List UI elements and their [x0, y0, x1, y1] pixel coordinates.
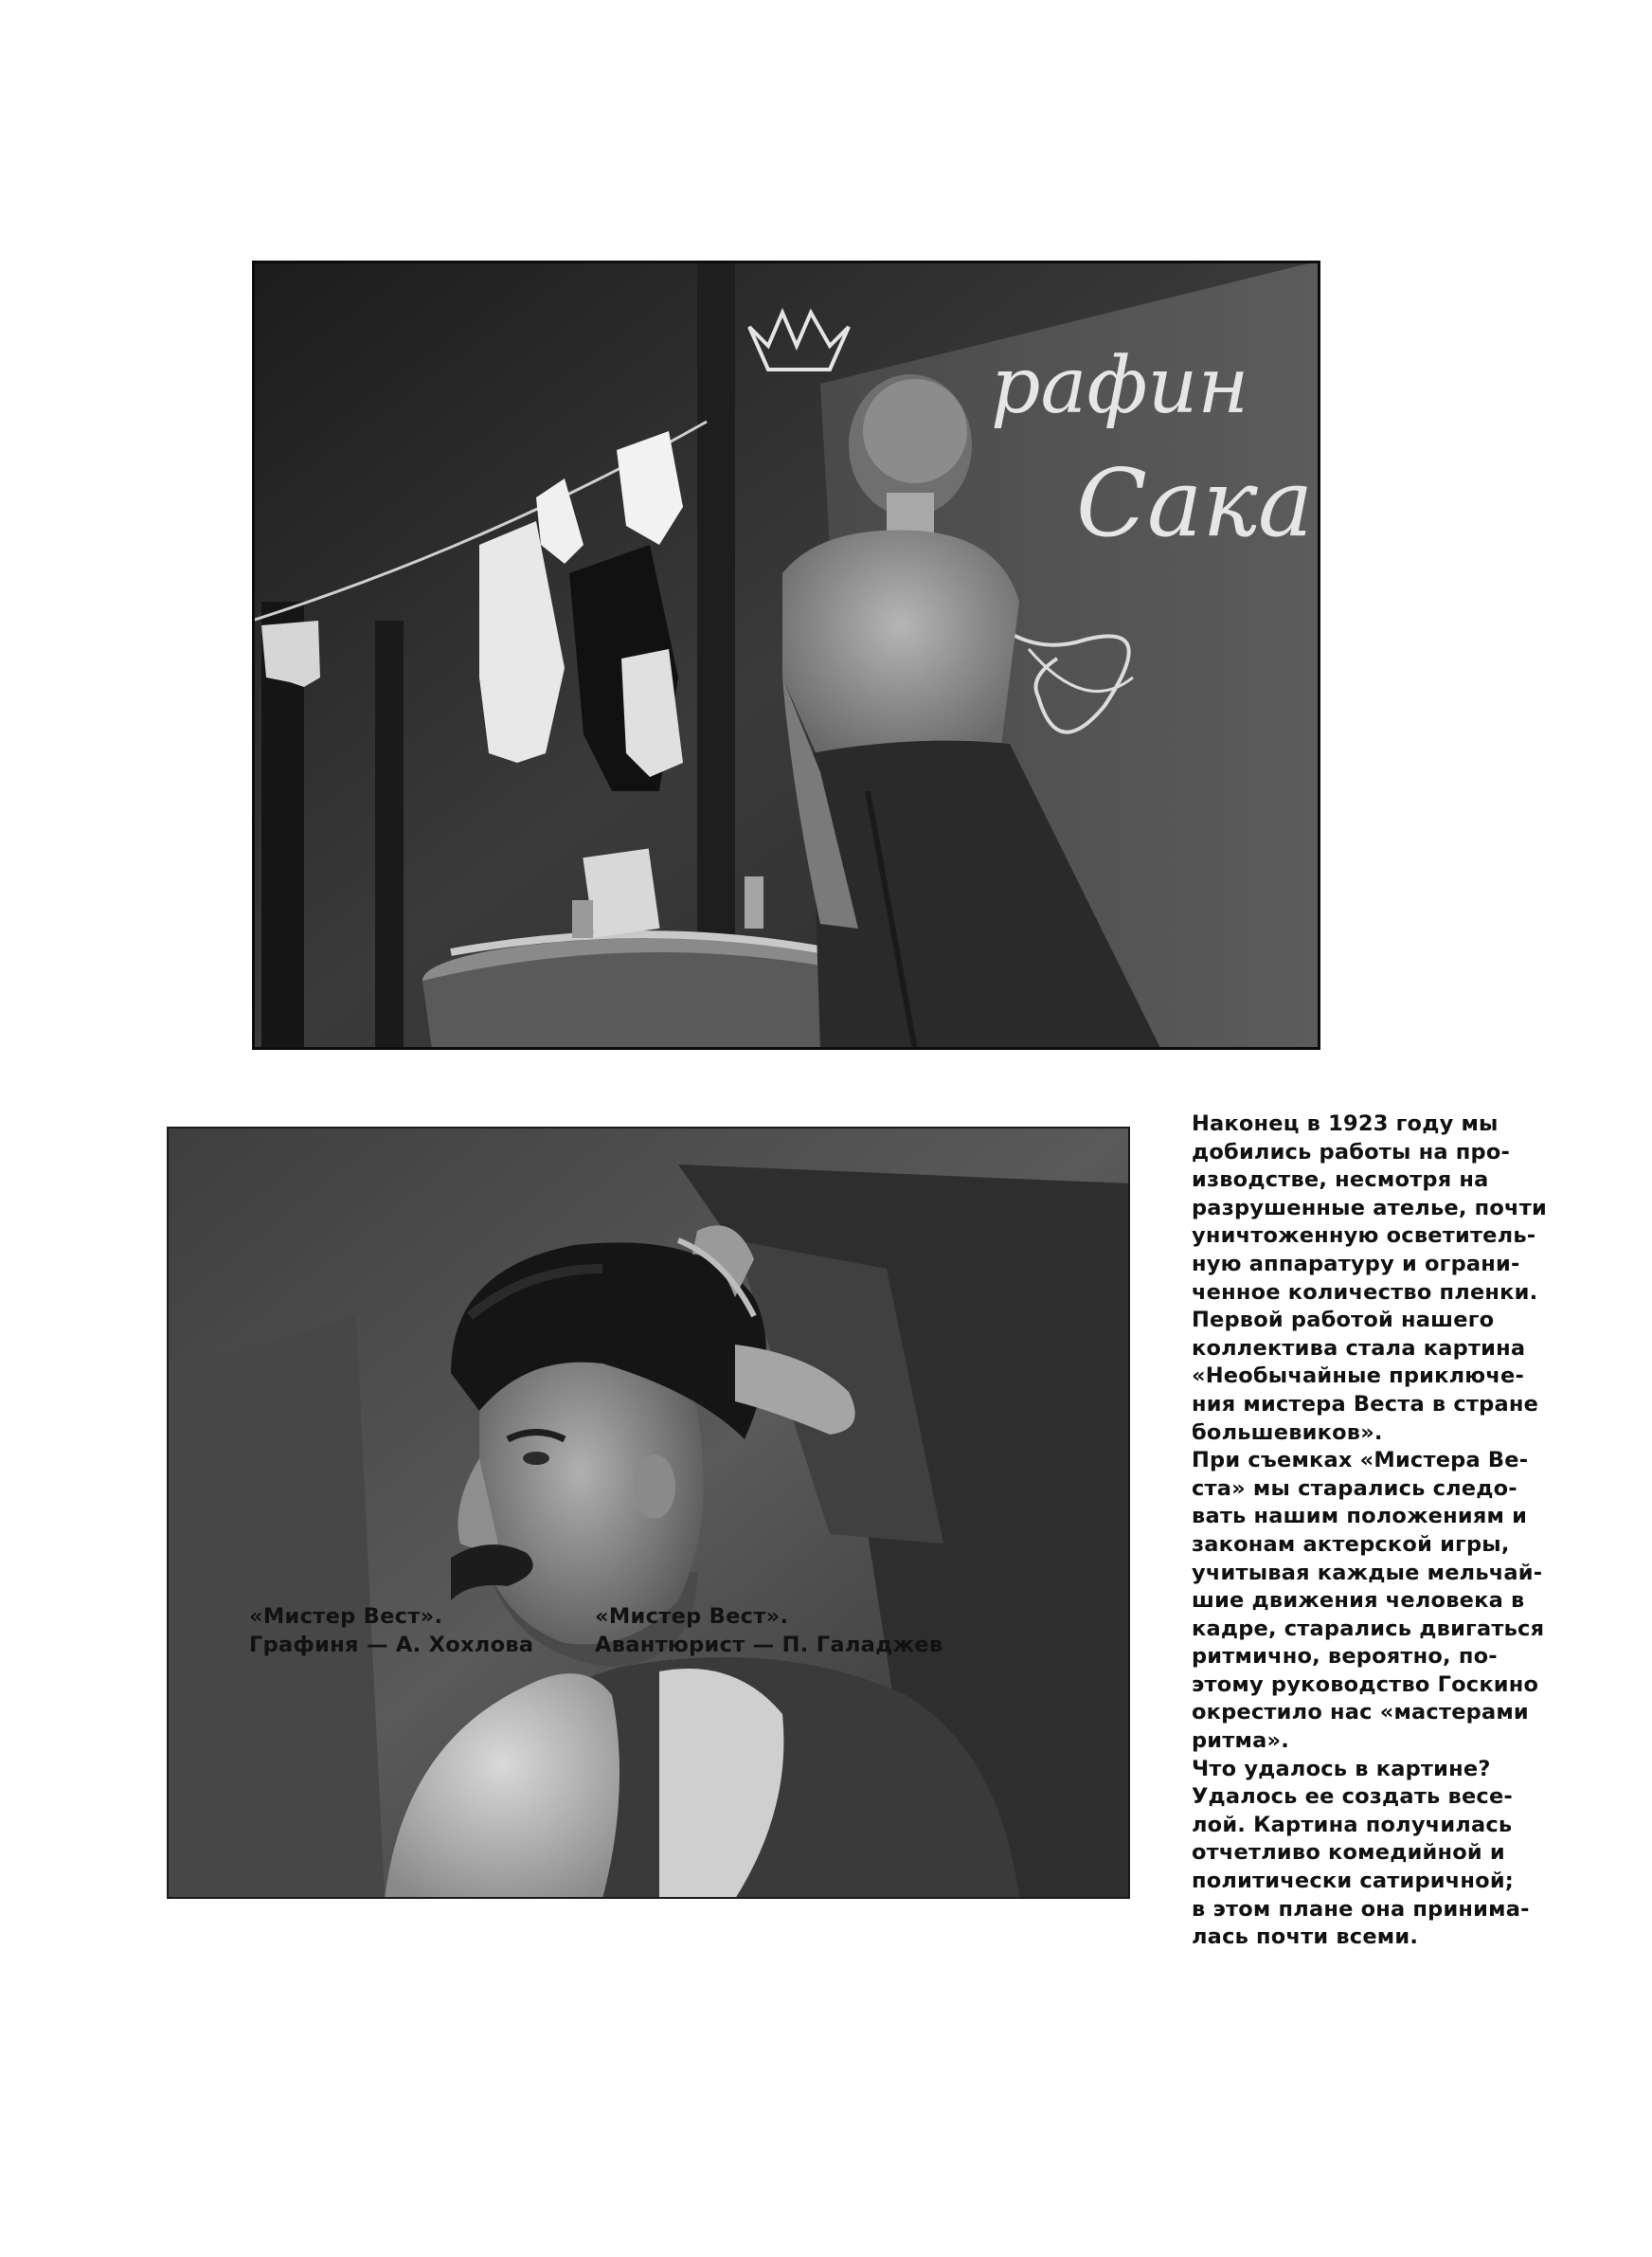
text-line: ритма». — [1192, 1728, 1289, 1754]
photo-adventurer — [167, 1127, 1130, 1899]
text-line: лась почти всеми. — [1192, 1924, 1419, 1950]
text-line: законам актерской игры, — [1192, 1531, 1510, 1557]
text-line: большевиков». — [1192, 1419, 1383, 1445]
text-line: в этом плане она принима- — [1192, 1896, 1530, 1922]
text-line: этому руководство Госкино — [1192, 1671, 1539, 1697]
chalk-writing-2: Сака — [1076, 450, 1314, 558]
text-line: лой. Картина получилась — [1192, 1812, 1513, 1837]
chalk-writing-1: рафин — [991, 341, 1249, 431]
text-line: разрушенные ателье, почти — [1192, 1195, 1547, 1220]
caption-role: Авантюрист — П. Галаджев — [595, 1633, 943, 1657]
text-line: уничтоженную осветитель- — [1192, 1223, 1536, 1249]
text-line: шие движения человека в — [1192, 1588, 1525, 1614]
text-line: отчетливо комедийной и — [1192, 1840, 1505, 1866]
text-line: Наконец в 1923 году мы — [1192, 1111, 1499, 1136]
caption-adventurer — [595, 1602, 943, 1659]
text-line: ную аппаратуру и ограни- — [1192, 1251, 1520, 1276]
text-line: ченное количество пленки. — [1192, 1279, 1538, 1305]
text-line: Что удалось в картине? — [1192, 1756, 1491, 1781]
text-line: кадре, старались двигаться — [1192, 1616, 1545, 1641]
photo-adventurer-image — [167, 1127, 1130, 1899]
photo-countess — [252, 261, 1320, 1050]
article-text — [1192, 1110, 1561, 1952]
text-line: изводстве, несмотря на — [1192, 1167, 1489, 1193]
caption-film-title: «Мистер Вест». — [249, 1604, 443, 1629]
text-line: политически сатиричной; — [1192, 1869, 1514, 1894]
caption-role: Графиня — А. Хохлова — [249, 1633, 534, 1657]
photo-countess-image — [252, 261, 1320, 1050]
text-line: добились работы на про- — [1192, 1139, 1511, 1165]
text-line: вать нашим положениям и — [1192, 1504, 1528, 1529]
text-line: Первой работой нашего — [1192, 1308, 1495, 1333]
text-line: окрестило нас «мастерами — [1192, 1700, 1529, 1725]
text-line: Удалось ее создать весе- — [1192, 1784, 1513, 1810]
text-line: «Необычайные приключе- — [1192, 1363, 1525, 1389]
text-line: ния мистера Веста в стране — [1192, 1391, 1539, 1417]
caption-countess — [249, 1602, 533, 1659]
text-line: коллектива стала картина — [1192, 1335, 1526, 1361]
text-line: ритмично, вероятно, по- — [1192, 1644, 1498, 1670]
text-line: учитывая каждые мельчай- — [1192, 1560, 1543, 1585]
text-line: ста» мы старались следо- — [1192, 1475, 1517, 1501]
text-line: При съемках «Мистера Ве- — [1192, 1448, 1529, 1473]
caption-film-title: «Мистер Вест». — [595, 1604, 789, 1629]
